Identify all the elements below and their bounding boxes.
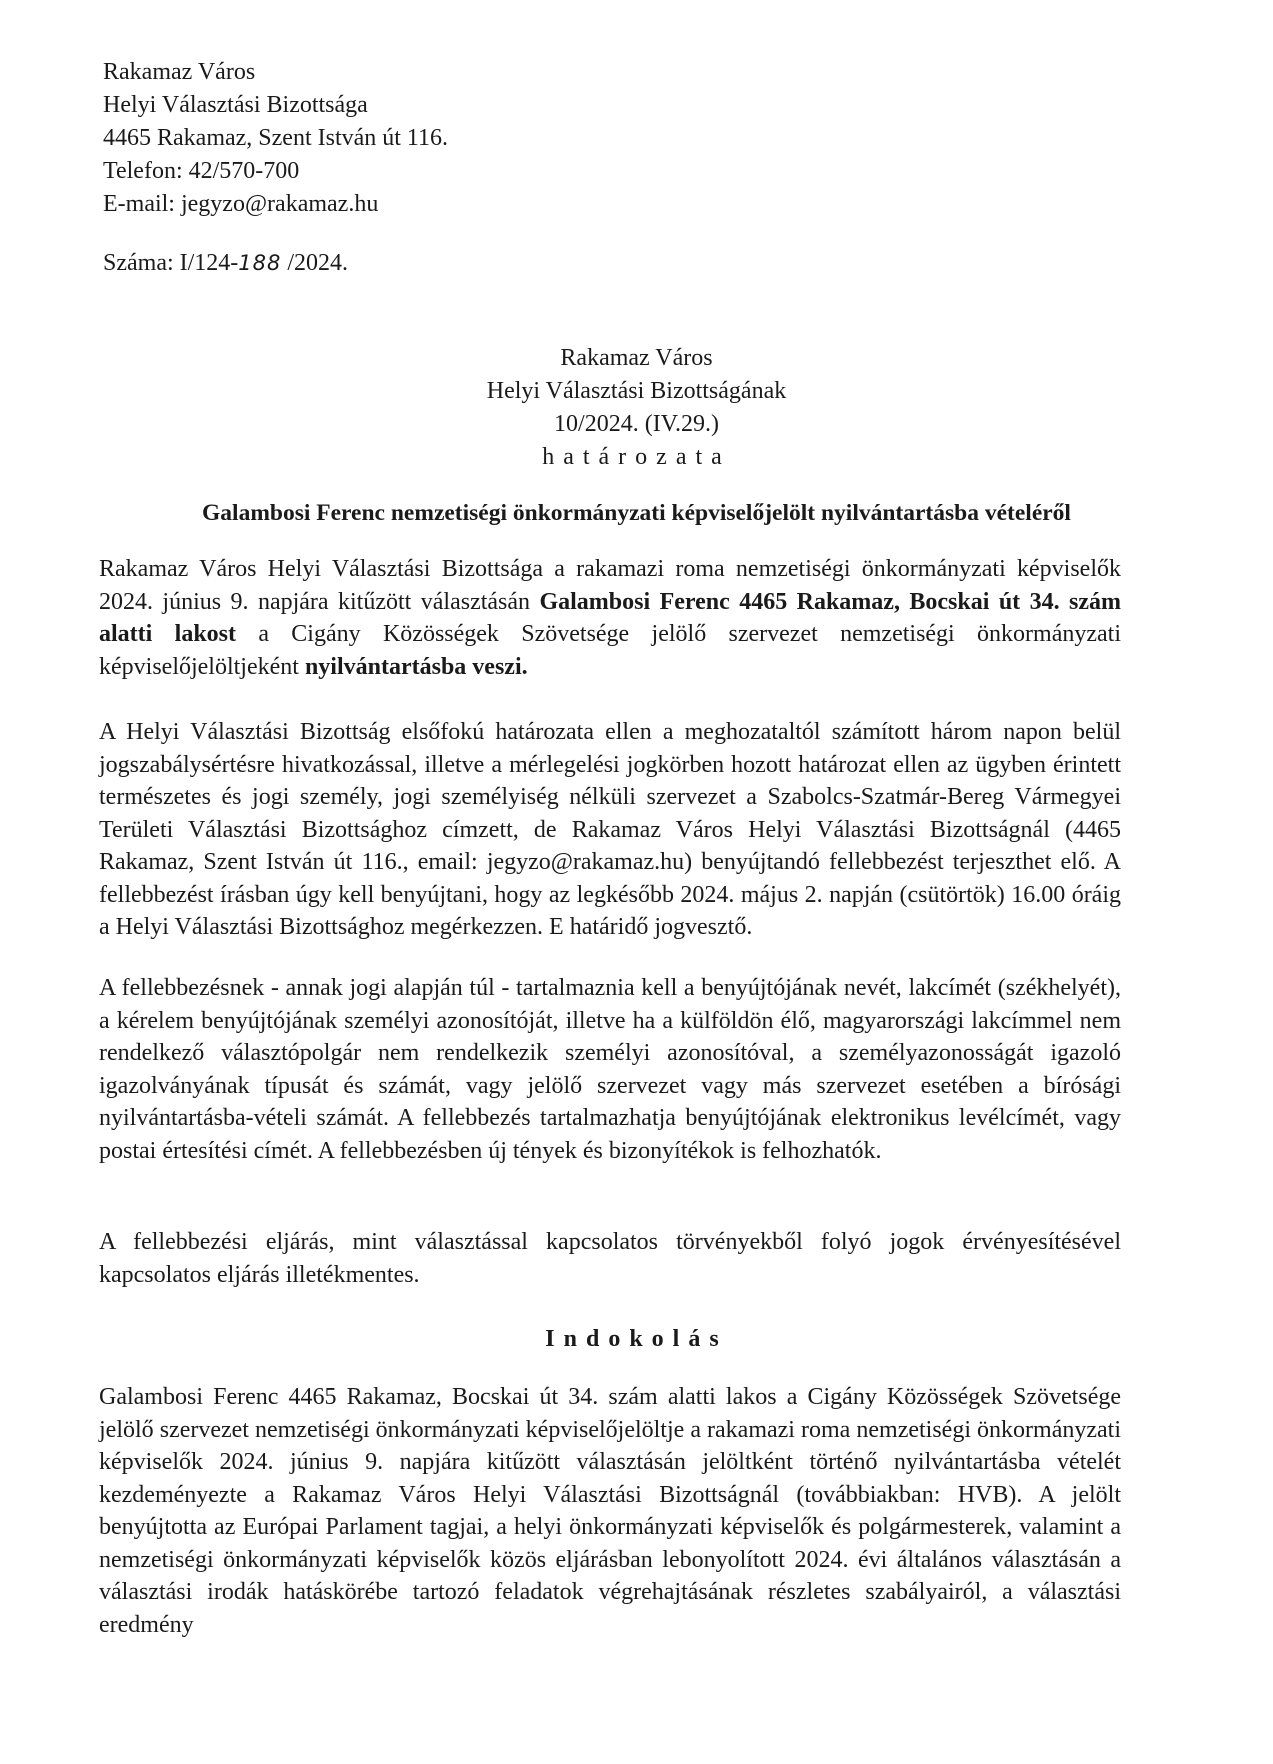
reference-number [103,250,348,277]
title-line-committee: Helyi Választási Bizottságának [486,378,787,404]
decision-paragraph [99,553,1121,683]
reasoning-heading: Indokolás [545,1326,728,1352]
decision-outcome: nyilvántartásba veszi. [304,653,528,680]
sender-name: Rakamaz Város [103,59,256,85]
reference-prefix: Száma: I/124- [103,250,239,276]
resolution-title [0,342,1273,474]
decision-candidate: Galambosi Ferenc 4465 Rakamaz, Bocskai út 34. szám alatti lakost [99,588,1121,647]
sender-committee: Helyi Választási Bizottsága [103,92,368,118]
appeal-content-paragraph: A fellebbezésnek - annak jogi alapján túl - tartalmaznia kell a benyújtójának nevét, lakcímét (székhelyét), a kérelem benyújtójának személyi azonosítóját, illetve ha a külföldön élő, magyarországi lakcímmel nem rendelkező választópolgár nem rendelkezik személyi azonosítóval, a személyazonosságát igazoló igazolványának típusát és számát, vagy jelölő szervezet vagy más szervezet esetében a bírósági nyilvántartásba-vételi számát. A fellebbezés tartalmazhatja benyújtójának elektronikus levélcímét, vagy postai értesítési címét. A fellebbezésben új tények és bizonyítékok is felhozhatók. [99,975,1121,1164]
reference-handwritten-number: 188 [238,251,282,275]
fee-paragraph: A fellebbezési eljárás, mint választással kapcsolatos törvényekből folyó jogok érvényesítésével kapcsolatos eljárás illetékmentes. [99,1229,1121,1288]
decision-text-1: Rakamaz Város Helyi Választási Bizottsága a rakamazi roma nemzetiségi önkormányzati képviselők 2024. június 9. napjára kitűzött választásán [99,556,1121,615]
resolution-subject: Galambosi Ferenc nemzetiségi önkormányzati képviselőjelölt nyilvántartásba vételéről [202,500,1071,526]
reference-suffix: /2024. [281,250,349,276]
title-line-resolution: határozata [542,444,731,470]
appeal-paragraph: A Helyi Választási Bizottság elsőfokú határozata ellen a meghozataltól számított három napon belül jogszabálysértésre hivatkozással, illetve a mérlegelési jogkörben hozott határozat ellen az ügyben érintett természetes és jogi személy, jogi személyiség nélküli szervezet a Szabolcs-Szatmár-Bereg Vármegyei Területi Választási Bizottsághoz címzett, de Rakamaz Város Helyi Választási Bizottságnál (4465 Rakamaz, Szent István út 116., email: jegyzo@rakamaz.hu) benyújtandó fellebbezést terjeszthet elő. A fellebbezést írásban úgy kell benyújtani, hogy az legkésőbb 2024. május 2. napján (csütörtök) 16.00 óráig a Helyi Választási Bizottsághoz megérkezzen. E határidő jogvesztő. [99,719,1121,940]
decision-text-2: a Cigány Közösségek Szövetsége jelölő szervezet nemzetiségi önkormányzati képviselőjelöltjeként [99,621,1122,680]
reasoning-paragraph: Galambosi Ferenc 4465 Rakamaz, Bocskai út 34. szám alatti lakos a Cigány Közösségek Szövetsége jelölő szervezet nemzetiségi önkormányzati képviselőjelöltje a rakamazi roma nemzetiségi önkormányzati képviselők 2024. június 9. napjára kitűzött választásán jelöltként történő nyilvántartásba vételét kezdeményezte a Rakamaz Város Helyi Választási Bizottságnál (továbbiakban: HVB). A jelölt benyújtotta az Európai Parlament tagjai, a helyi önkormányzati képviselők és polgármesterek, valamint a nemzetiségi önkormányzati képviselők közös eljárásban lebonyolított 2024. évi általános választásán a választási irodák hatáskörébe tartozó feladatok végrehajtásának részletes szabályairól, a választási eredmény [99,1384,1121,1638]
sender-address-block [103,56,448,221]
title-line-number: 10/2024. (IV.29.) [554,411,719,437]
sender-email: E-mail: jegyzo@rakamaz.hu [103,191,379,217]
title-line-city: Rakamaz Város [560,345,713,371]
sender-address: 4465 Rakamaz, Szent István út 116. [103,125,449,151]
sender-phone: Telefon: 42/570-700 [103,158,300,184]
